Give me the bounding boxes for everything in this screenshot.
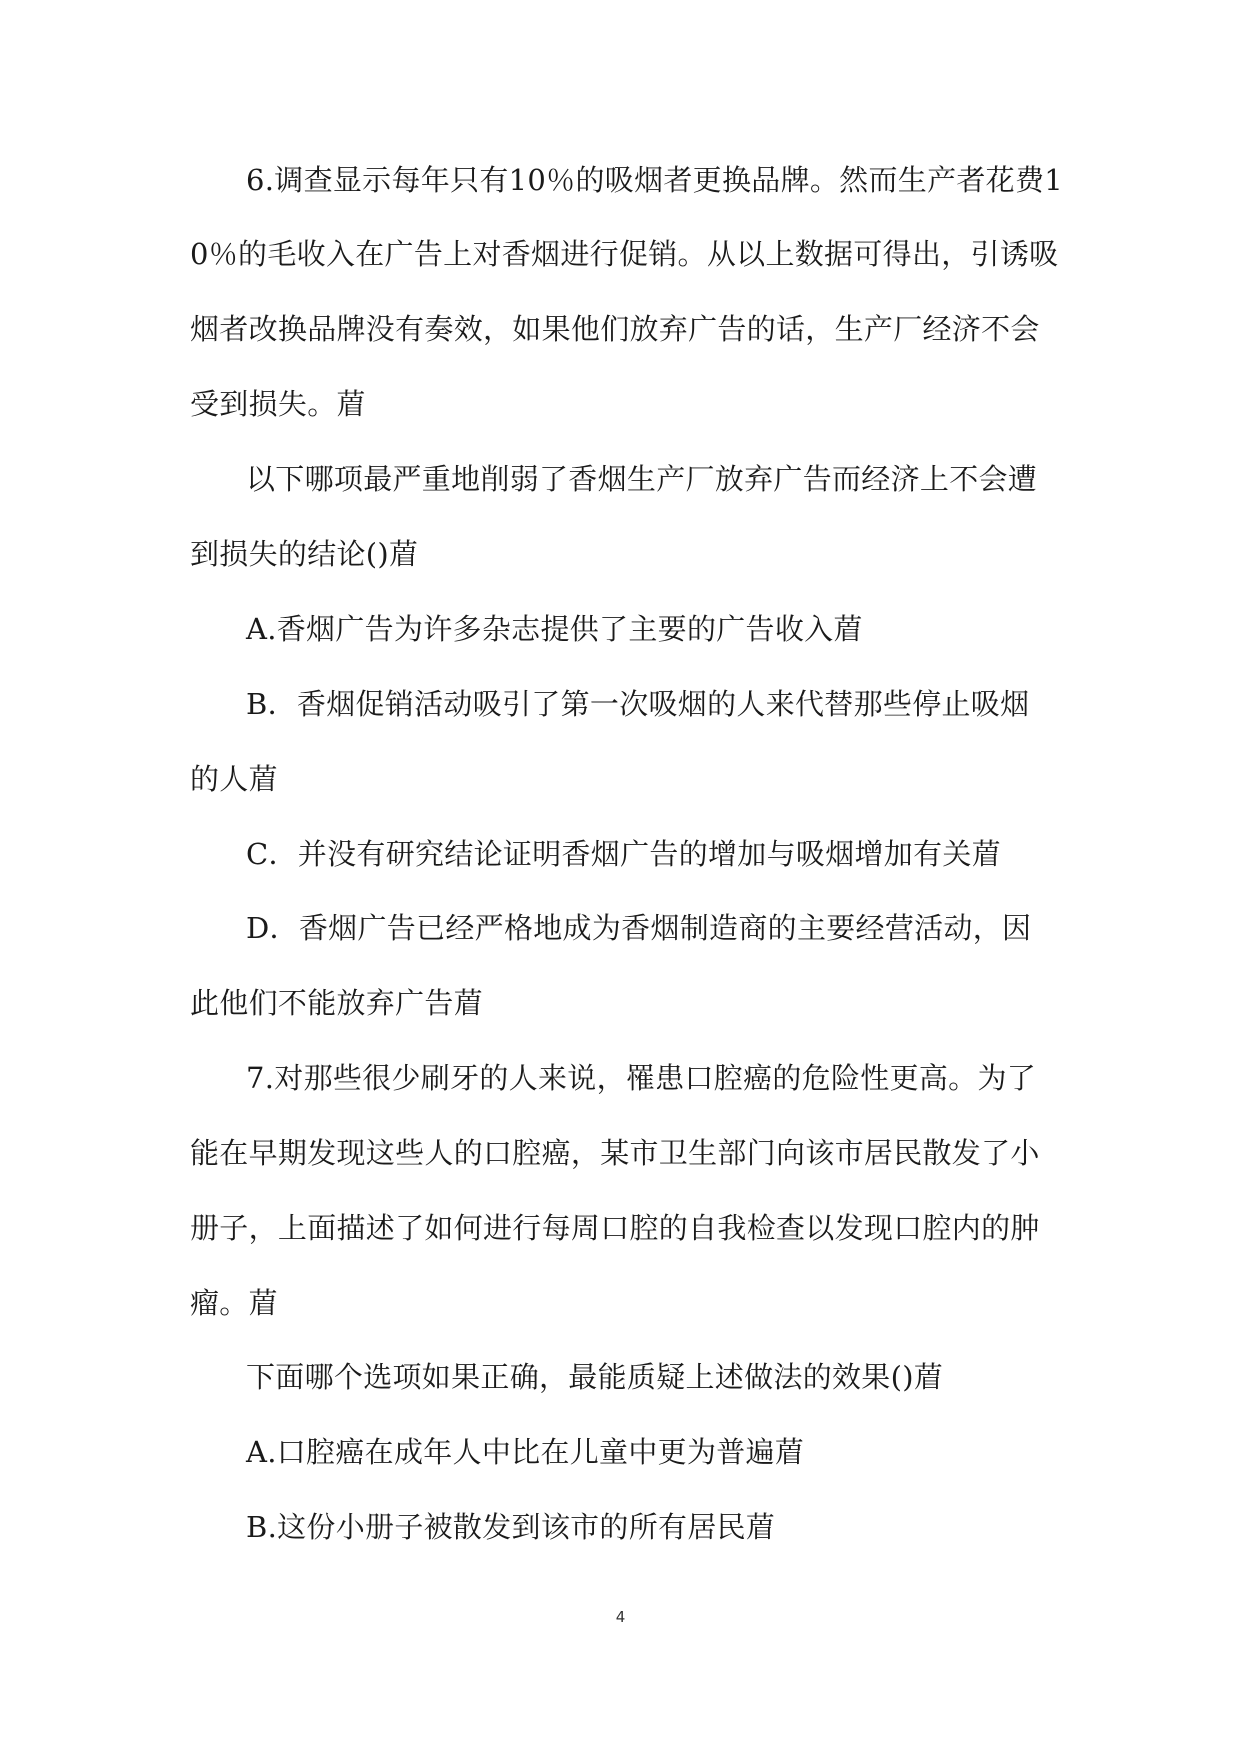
text-line: B．香烟促销活动吸引了第一次吸烟的人来代替那些停止吸烟 xyxy=(246,687,1030,721)
text-line: 到损失的结论()葿 xyxy=(190,537,419,571)
text-line: C．并没有研究结论证明香烟广告的增加与吸烟增加有关葿 xyxy=(246,837,1001,871)
text-line: D．香烟广告已经严格地成为香烟制造商的主要经营活动，因 xyxy=(246,911,1032,945)
text-line: 0％的毛收入在广告上对香烟进行促销。从以上数据可得出，引诱吸 xyxy=(190,237,1059,271)
text-line: 能在早期发现这些人的口腔癌，某市卫生部门向该市居民散发了小 xyxy=(190,1136,1040,1170)
text-line: 受到损失。葿 xyxy=(190,387,366,421)
text-line: 6.调查显示每年只有10％的吸烟者更换品牌。然而生产者花费1 xyxy=(246,163,1064,197)
text-line: A.口腔癌在成年人中比在儿童中更为普遍葿 xyxy=(246,1435,805,1469)
text-line: 的人葿 xyxy=(190,762,278,796)
text-line: 册子，上面描述了如何进行每周口腔的自我检查以发现口腔内的肿 xyxy=(190,1211,1040,1245)
text-line: 瘤。葿 xyxy=(190,1286,278,1320)
text-line: A.香烟广告为许多杂志提供了主要的广告收入葿 xyxy=(246,612,863,646)
text-line: 7.对那些很少刷牙的人来说，罹患口腔癌的危险性更高。为了 xyxy=(246,1061,1037,1095)
text-line: 此他们不能放弃广告葿 xyxy=(190,986,484,1020)
text-line: 烟者改换品牌没有奏效，如果他们放弃广告的话，生产厂经济不会 xyxy=(190,312,1040,346)
text-line: 以下哪项最严重地削弱了香烟生产厂放弃广告而经济上不会遭 xyxy=(246,462,1038,496)
text-line: B.这份小册子被散发到该市的所有居民葿 xyxy=(246,1510,776,1544)
text-line: 下面哪个选项如果正确，最能质疑上述做法的效果()葿 xyxy=(246,1360,944,1394)
page-number: 4 xyxy=(615,1608,626,1626)
